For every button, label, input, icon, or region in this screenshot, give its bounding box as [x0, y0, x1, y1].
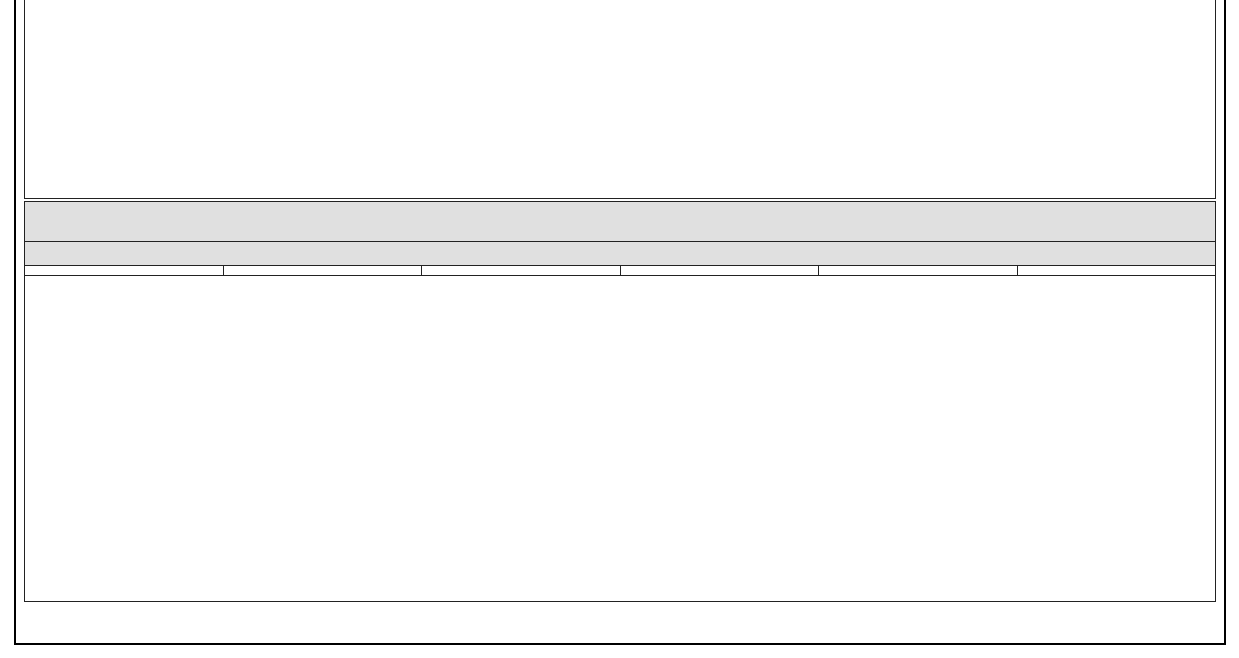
spacer-row — [25, 266, 1215, 276]
schedule-body-row — [25, 276, 1215, 601]
day-title — [25, 202, 1215, 242]
previous-day-grid — [24, 0, 1216, 199]
city-header-row — [25, 242, 1215, 266]
thursday-table — [24, 201, 1216, 602]
